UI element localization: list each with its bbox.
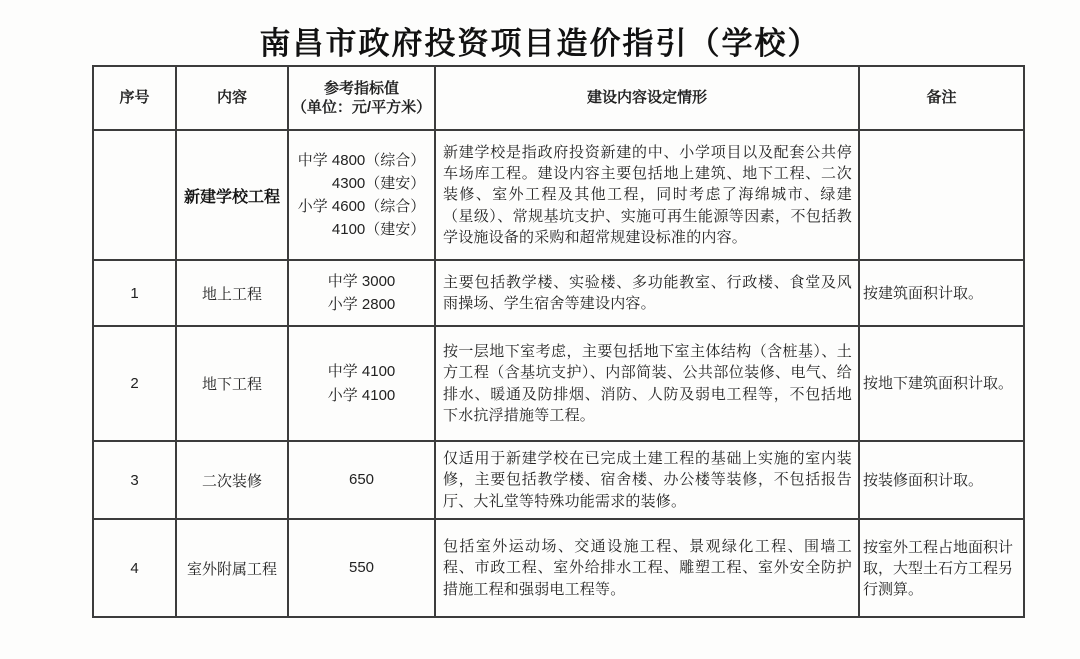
header-seq: 序号 — [93, 66, 176, 130]
cell-seq: 1 — [93, 260, 176, 326]
value-line: 4300（建安） — [331, 174, 426, 192]
header-description: 建设内容设定情形 — [435, 66, 859, 130]
cell-description: 主要包括教学楼、实验楼、多功能教室、行政楼、食堂及风雨操场、学生宿舍等建设内容。 — [435, 260, 859, 326]
value-line: 小学 2800 — [327, 296, 396, 313]
cell-description: 按一层地下室考虑，主要包括地下室主体结构（含桩基）、土方工程（含基坑支护）、内部简装、公共部位装修、电气、给排水、暖通及防排烟、消防、人防及弱电工程等，不包括地下水抗浮措施等工程。 — [435, 326, 859, 441]
value-line: 中学 4100 — [327, 363, 396, 381]
cell-remark: 按建筑面积计取。 — [859, 260, 1024, 326]
cell-content: 地下工程 — [176, 326, 288, 441]
cell-value — [288, 260, 435, 326]
cell-remark — [859, 130, 1024, 260]
cell-description: 新建学校是指政府投资新建的中、小学项目以及配套公共停车场库工程。建设内容主要包括地上建筑、地下工程、二次装修、室外工程及其他工程，同时考虑了海绵城市、绿建（星级）、常规基坑支护、实施可再生能源等因素，不包括教学设施设备的采购和超常规建设标准的内容。 — [435, 130, 859, 260]
table-row — [93, 519, 1024, 617]
header-value-line1: 参考指标值 — [323, 79, 399, 97]
value-line: 650 — [348, 471, 375, 489]
cell-description: 包括室外运动场、交通设施工程、景观绿化工程、围墙工程、市政工程、室外给排水工程、雕塑工程、室外安全防护措施工程和强弱电工程等。 — [435, 519, 859, 617]
header-remark: 备注 — [859, 66, 1024, 130]
cell-seq — [93, 130, 176, 260]
cell-remark: 按地下建筑面积计取。 — [859, 326, 1024, 441]
page-title: 南昌市政府投资项目造价指引（学校） — [259, 26, 821, 61]
cell-content: 新建学校工程 — [176, 130, 288, 260]
cell-seq: 3 — [93, 441, 176, 519]
value-line: 4100（建安） — [331, 221, 426, 239]
table-header-row — [93, 66, 1024, 130]
table-row — [93, 260, 1024, 326]
cell-remark: 按装修面积计取。 — [859, 441, 1024, 519]
cost-guide-table — [92, 65, 1025, 618]
header-content: 内容 — [176, 66, 288, 130]
cell-seq: 2 — [93, 326, 176, 441]
cell-content: 地上工程 — [176, 260, 288, 326]
value-line: 中学 3000 — [327, 272, 396, 290]
cell-remark: 按室外工程占地面积计取，大型土石方工程另行测算。 — [859, 519, 1024, 617]
cell-value — [288, 519, 435, 617]
cell-content: 室外附属工程 — [176, 519, 288, 617]
cell-value — [288, 326, 435, 441]
value-line: 中学 4800（综合） — [297, 151, 426, 169]
cell-description: 仅适用于新建学校在已完成土建工程的基础上实施的室内装修，主要包括教学楼、宿舍楼、办公楼等装修，不包括报告厅、大礼堂等特殊功能需求的装修。 — [435, 441, 859, 519]
cell-seq: 4 — [93, 519, 176, 617]
value-line: 550 — [348, 559, 375, 577]
value-line: 小学 4100 — [327, 386, 396, 404]
value-line: 小学 4600（综合） — [297, 198, 426, 215]
cell-value — [288, 441, 435, 519]
header-value-line2: （单位：元/平方米） — [291, 99, 432, 116]
table-row — [93, 130, 1024, 260]
table-row — [93, 441, 1024, 519]
cell-value — [288, 130, 435, 260]
header-value — [288, 66, 435, 130]
cell-content: 二次装修 — [176, 441, 288, 519]
table-row — [93, 326, 1024, 441]
